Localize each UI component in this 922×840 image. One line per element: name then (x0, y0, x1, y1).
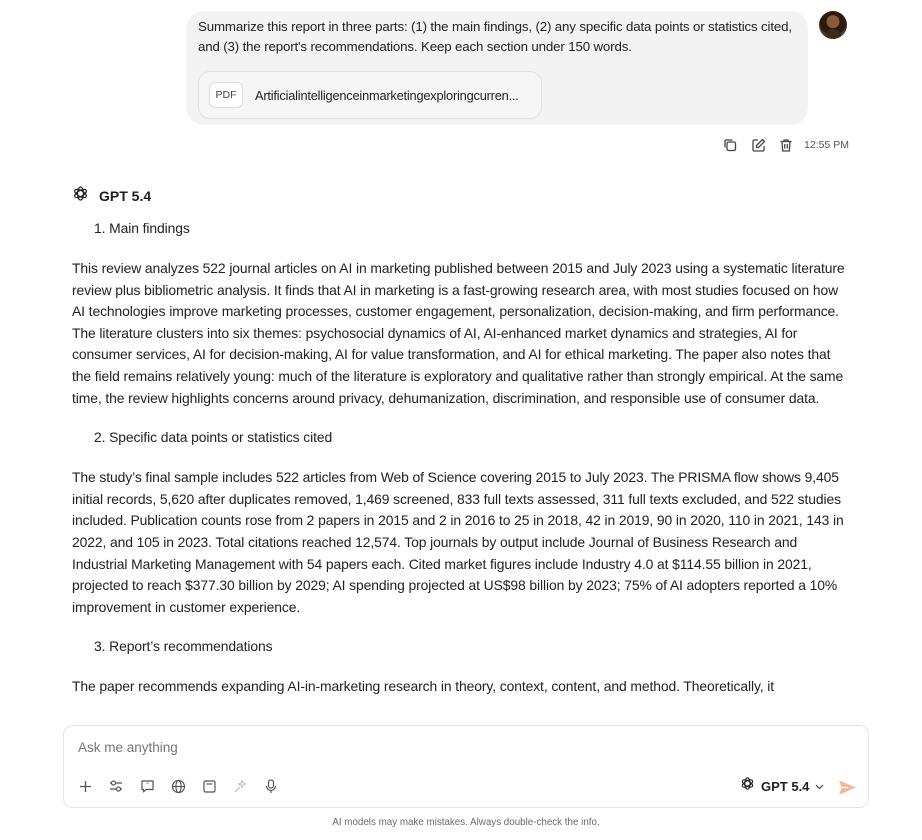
section-body: This review analyzes 522 journal articles on AI in marketing published between 2015 and July 2023 using a systematic literature review plus bibliometric analysis. It finds that AI in marketing is a fast-growing research area, with most studies focused on how AI technologies improve marketing processes, customer engagement, personalization, decision-making, and firm performance. The literature clusters into six themes: psychosocial dynamics of AI, AI-enhanced market dynamics and strategies, AI for consumer services, AI for decision-making, AI for value transformation, and AI for ethical marketing. The paper also notes that the field remains relatively young: much of the literature is exploratory and qualitative rather than strongly empirical. At the same time, the review highlights concerns around privacy, dehumanization, discrimination, and responsible use of consumer data. (72, 260, 845, 406)
globe-icon[interactable] (169, 777, 187, 795)
section-heading: 2. Specific data points or statistics cited (94, 429, 333, 446)
send-button[interactable] (836, 776, 858, 798)
section-heading: 1. Main findings (94, 220, 190, 236)
section-heading: 3. Report’s recommendations (94, 638, 273, 655)
canvas-icon[interactable] (200, 777, 218, 795)
pdf-badge: PDF (209, 82, 243, 108)
openai-logo-icon (72, 185, 89, 207)
assistant-header (72, 185, 151, 207)
assistant-model-name: GPT 5.4 (99, 188, 152, 204)
send-icon (838, 779, 857, 796)
model-selector[interactable] (740, 777, 824, 795)
assistant-answer (72, 218, 852, 716)
quote-icon[interactable] (138, 777, 156, 795)
section-body: The paper recommends expanding AI-in-marketing research in theory, context, content, and method. Theoretically, it (72, 678, 775, 695)
message-input[interactable] (78, 740, 678, 755)
section-body: The study’s final sample includes 522 articles from Web of Science covering 2015 to July 2023. The PRISMA flow shows 9,405 initial records, 5,620 after duplicates removed, 1,469 screened, 833 full texts assessed, 311 full texts excluded, and 522 studies included. Publication counts rose from 2 papers in 2015 and 2 in 2016 to 25 in 2018, 42 in 2019, 90 in 2020, 110 in 2021, 143 in 2022, and 105 in 2023. Total citations reached 12,574. Top journals by output include Journal of Business Research and Industrial Marketing Management with 54 papers each. Cited market figures include Industry 4.0 at $114.55 billion in 2021, projected to reach $377.30 billion by 2029; AI spending projected at US$98 billion by 2023; 75% of AI adopters reported a 10% improvement in customer experience. (72, 469, 844, 615)
model-selector-label: GPT 5.4 (761, 778, 810, 794)
svg-text:”: ” (145, 781, 149, 789)
user-avatar[interactable] (819, 11, 847, 39)
copy-icon[interactable] (722, 137, 738, 153)
user-message-text: Summarize this report in three parts: (1) the main findings, (2) any specific data points or statistics cited, and (3) the report's recommendations. Keep each section under 150 words. (198, 19, 792, 54)
sliders-icon[interactable] (107, 777, 125, 795)
attachment-file-name: Artificialintelligenceinmarketingexploringcurren... (255, 87, 519, 103)
pdf-attachment[interactable] (198, 71, 542, 119)
sparkle-icon[interactable] (231, 777, 249, 795)
plus-icon[interactable] (76, 777, 94, 795)
trash-icon[interactable] (778, 137, 794, 153)
chevron-down-icon (815, 777, 824, 795)
disclaimer-text: AI models may make mistakes. Always double-check the info. (332, 817, 600, 828)
composer (63, 725, 869, 808)
mic-icon[interactable] (262, 777, 280, 795)
user-message-bubble (186, 11, 808, 125)
composer-tools (76, 777, 293, 795)
message-time: 12:55 PM (804, 139, 849, 151)
openai-logo-icon (740, 776, 755, 796)
message-actions (722, 137, 849, 153)
edit-icon[interactable] (750, 137, 766, 153)
